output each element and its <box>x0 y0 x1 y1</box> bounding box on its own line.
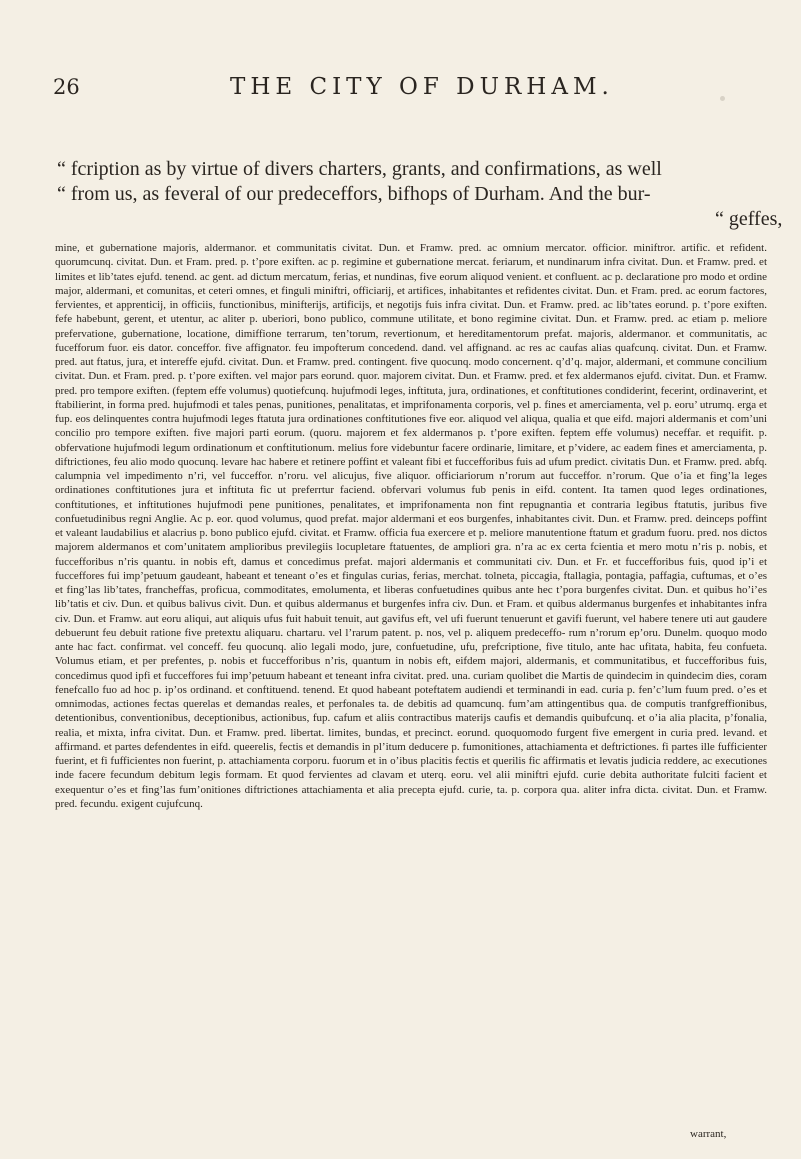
quote-line: “ from us, as feveral of our predeceffors, bifhops of Durham. And the bur- <box>57 183 651 205</box>
page-number: 26 <box>53 75 80 99</box>
running-title: THE CITY OF DURHAM. <box>230 74 614 100</box>
quote-line: “ geffes, <box>715 208 783 230</box>
catchword: warrant, <box>690 1128 727 1140</box>
charter-paragraph: mine, et gubernatione majoris, aldermanor. et communitatis civitat. Dun. et Framw. pred. ac omnium mercator. officior. miniftror. artific. et refident. quorumcunq. civitat. Dun. et Fram. pred. p. t’pore exiften. ac p. regimine et gubernatione mercat. feriarum, et nundinarum infra civitat. Dun. et Framw. pred. et limites et lib’tates ejufd. tenend. ac gent. ad dictum mercatum, ferias, et nundinas, five eorum aliquod venient. et confluent. ac p. declaratione pro modo et ordine major, aldermani, et comunitas, et ceteri omnes, et finguli miniftri, officiarij, et artifices, inhabitantes et refidentes civitat. Dun. et Fram. pred. ac eorum factores, fervientes, et apprenticij, in officiis, functionibus, minifterijs, artificijs, et negotijs fuis infra civitat. Dun. et Framw. pred. ac lib’tates eorund. p. t’pore exiften. fefe habebunt, gerent, et utentur, ac aliter p. uberiori, bono publico, commune utilitate, et bono regimine civitat. Dun. et Framw. pred. ac etiam p. meliore prefervatione, gubernatione, locatione, dimiffione terrarum, ten’torum, revertionum, et hereditamentorum prefat. majoris, aldermanor. et communitatis, ac fucefforum fuor. eis dator. conceffor. five affignator. feu impofterum concedend. dand. vel affignand. ac res ac caufas alias quafcunq. civitat. Dun. et Framw. pred. aut ftatus, jura, et intereffe ejufd. civitat. Dun. et Framw. pred. contingent. five quocunq. modo concernent. q’d’q. major, aldermani, et commune concilium civitat. Dun. et Fram. pred. p. t’pore exiften. vel major pars eorund. quor. majorem civitat. Dun. et Framw. pred. et fex aldermanos ejufd. civitat. Dun. et Framw. pred. pro tempore exiften. (feptem effe volumus) quotiefcunq. hujufmodi leges, inftituta, jura, ordinationes, et conftitutiones condiderint, fecerint, ordinaverint, et ftabilierint, in forma pred. hujufmodi et tales penas, punitiones, penalitatas, et imprifonamenta corporis, vel p. fines et amerciamenta, vel p. eoru’ utrumq. erga et fup. eos delinquentes contra hujufmodi leges ftatuta jura ordinationes conftitutiones five eor. aliquod vel aliqua, qualia et que eifd. majori aldermanis et com’uni concilio pro tempore exiften. five majori parti eorum. (quoru. majorem et fex aldermanos p. t’pore exiften. feptem effe volumus) neceffar. et requifit. p. obfervatione hujufmodi legum ordinationum et conftitutionum. melius fore videbuntur facere ordinarie, limitare, et p’videre, ac eadem fines et amerciamenta, p. diftrictiones, feu alio modo quocunq. levare hac habere et retinere poffint et valeant fibi et fuccefforibus fuis ad ufum predict. civitatis Dun. et Framw. pred. abfq. calumpnia vel impedimento n’ri, vel fucceffor. n’roru. vel alicujus, five aliquor. officiariorum n’rorum aut fucceffor. n’rorum. Que o’ia et fing’la leges ordinationes conftitutiones jura et inftituta fic ut preferrtur faciend. obfervari volumus fub penis in eifd. content. Ita tamen quod leges ordinationes, conftitutiones, et inftitutiones hujufmodi pene punitiones, penalitates, et imprifonamenta non fint repugnantia et contraria legibus ftatutis, juribus five confuetudinibus regni Anglie. Ac p. eor. quod volumus, quod prefat. major aldermani et eos burgenfes, inhabitantes civit. Dun. et Framw. pred. deinceps poffint et valeant laudabilius et alacrius p. bono publico ejufd. civitat. et Framw. officia fua exercere et p. meliore manutentione ftatum et gradum fuoru. pred. nos dictos majorem aldermanos et com’unitatem amplioribus previlegiis locupletare ftatuentes, de ampliori gra. n’ra ac ex certa fcientia et mero motu n’ris p. nobis, et fuccefforibus n’ris quantu. in nobis eft, damus et concedimus prefat. majori aldermanis et communitati civ. Dun. et Fr. et fuccefforibus fuis, quod ip’i et fucceffores fui imp’petuum gaudeant, habeant et teneant o’es et fingulas curias, ferias, merchat. tolneta, piccagia, ftallagia, pontagia, paffagia, cuftumas, et o’es et fing’las lib’tates, francheffas, proficua, commoditates, emolumenta, et liberas confuetudines quibus ante hec t’pora burgenfes civitat. Dun. et quibus ho’i’es lib’tatis et civ. Dun. et quibus balivus civit. Dun. et quibus aldermanus et burgenfes infra civ. Dun. et Fram. et quibus aldermanus burgenfes et inhabitantes infra civ. Dun. et Framw. aut eoru aliqui, aut aliquis ufus fuit habuit tenuit, aut gavifus eft, vel ufi fuerunt tenuerunt et gavifi fuerunt, vel habere tenere uti aut gaudere debuerunt feu debuit ratione five pretextu aliquaru. chartaru. vel l’rarum patent. p. nos, vel p. aliquem predeceffo- rum n’rorum ep’oru. Dunelm. quoquo modo ante hac fact. confirmat. vel conceff. feu quocunq. alio legali modo, jure, confuetudine, ufu, prefcriptione, five titulo, ante hac ufitata, habita, feu confueta. Volumus etiam, et per prefentes, p. nobis et fuccefforibus n’ris, quantum in nobis eft, eifdem majori, aldermanis, et communitatibus, et fuccefforibus fuis, concedimus quod ipfi et fucceffores fui imp’petuum habeant et teneant infra civitat. pred. una. curiam quolibet die Martis de quindecim in quindecim dies, coram fenefcallo fuo ad hoc p. ip’os ordinand. et conftituend. tenend. Et quod habeant poteftatem audiendi et terminandi in ead. curia p. fen’c’lum fuum pred. o’es et omnimodas, actiones fectas querelas et demandas reales, et perfonales ta. de debitis ad quamcunq. fum’am attingentibus qua. de computis tranfgreffionibus, detentionibus, conventionibus, deceptionibus, actionibus, fup. cafum et aliis contractibus materijs caufis et demandis quibufcunq. et o’ia alia placita, p’fonalia, realia, et mixta, infra civitat. Dun. et Framw. pred. libertat. limites, bundas, et precinct. eorund. quoquomodo furgent five emergent in curia pred. levand. et affirmand. et partes defendentes in eifd. queerelis, fectis et demandis in pl’itum deducere p. fumonitiones, attachiamenta et deftrictiones. fi partes ille fufficienter fuerint, et fi fufficientes non fuerint, p. attachiamenta corporu. fuorum et in o’ibus placitis fectis et querilis fic affirmatis et levatis judicia reddere, ac executiones inde facere fecundum debitum legis formam. Et quod fervientes ad clavam et uterq. eoru. vel alii miniftri ejufd. curie debita authoritate fulciti facient et exequentur o’es et fing’las fum’onitiones diftrictiones attachiamenta et alia precepta ejufd. curie, ta. p. corpora qua. aliter infra dicta. civitat. Dun. et Framw. pred. fecundu. exigent cujufcunq. <box>55 242 767 810</box>
quoted-passage <box>57 157 783 232</box>
quote-line: “ fcription as by virtue of divers charters, grants, and confirmations, as well <box>57 158 662 180</box>
charter-text-block <box>55 241 767 811</box>
page-header <box>0 72 801 102</box>
